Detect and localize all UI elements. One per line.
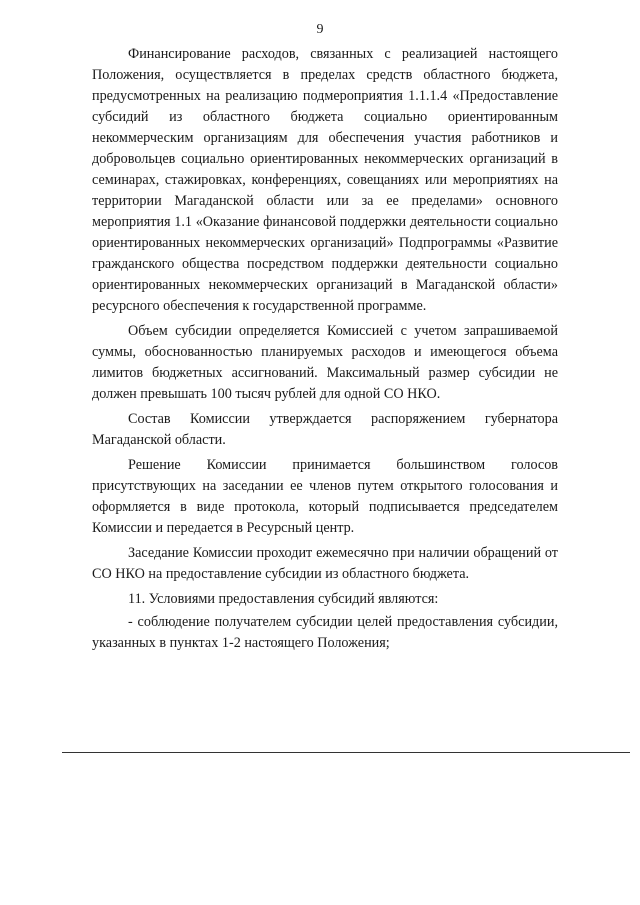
- paragraph-subsidy-volume: Объем субсидии определяется Комиссией с учетом запрашиваемой суммы, обоснованностью планируемых расходов и имеющегося объема лимитов бюджетных ассигнований. Максимальный размер субсидии не должен превышать 100 тысяч рублей для одной СО НКО.: [92, 323, 558, 402]
- paragraph-commission-composition: Состав Комиссии утверждается распоряжением губернатора Магаданской области.: [92, 411, 558, 448]
- footer-divider: [62, 752, 630, 753]
- paragraph-financing: Финансирование расходов, связанных с реализацией настоящего Положения, осуществляется в пределах средств областного бюджета, предусмотренных на реализацию подмероприятия 1.1.1.4 «Предоставление субсидий из областного бюджета социально ориентированным некоммерческим организациям для обеспечения участия работников и добровольцев социально ориентированных некоммерческих организаций в семинарах, стажировках, конференциях, совещаниях или мероприятиях на территории Магаданской области или за ее пределами» основного мероприятия 1.1 «Оказание финансовой поддержки деятельности социально ориентированных некоммерческих организаций» Подпрограммы «Развитие гражданского общества посредством поддержки деятельности социально ориентированных некоммерческих организаций в Магаданской области» ресурсного обеспечения к государственной программе.: [92, 46, 558, 314]
- paragraph-conditions-heading: 11. Условиями предоставления субсидий являются:: [128, 591, 439, 607]
- paragraph-commission-decision: Решение Комиссии принимается большинством голосов присутствующих на заседании ее членов путем открытого голосования и оформляется в виде протокола, который подписывается председателем Комиссии и передается в Ресурсный центр.: [92, 457, 558, 536]
- page-number: 9: [316, 22, 324, 37]
- paragraph-commission-meeting: Заседание Комиссии проходит ежемесячно при наличии обращений от СО НКО на предоставление субсидии из областного бюджета.: [92, 545, 558, 582]
- document-body: [92, 44, 558, 658]
- paragraph-condition-item: - соблюдение получателем субсидии целей предоставления субсидии, указанных в пунктах 1-2 настоящего Положения;: [92, 614, 558, 651]
